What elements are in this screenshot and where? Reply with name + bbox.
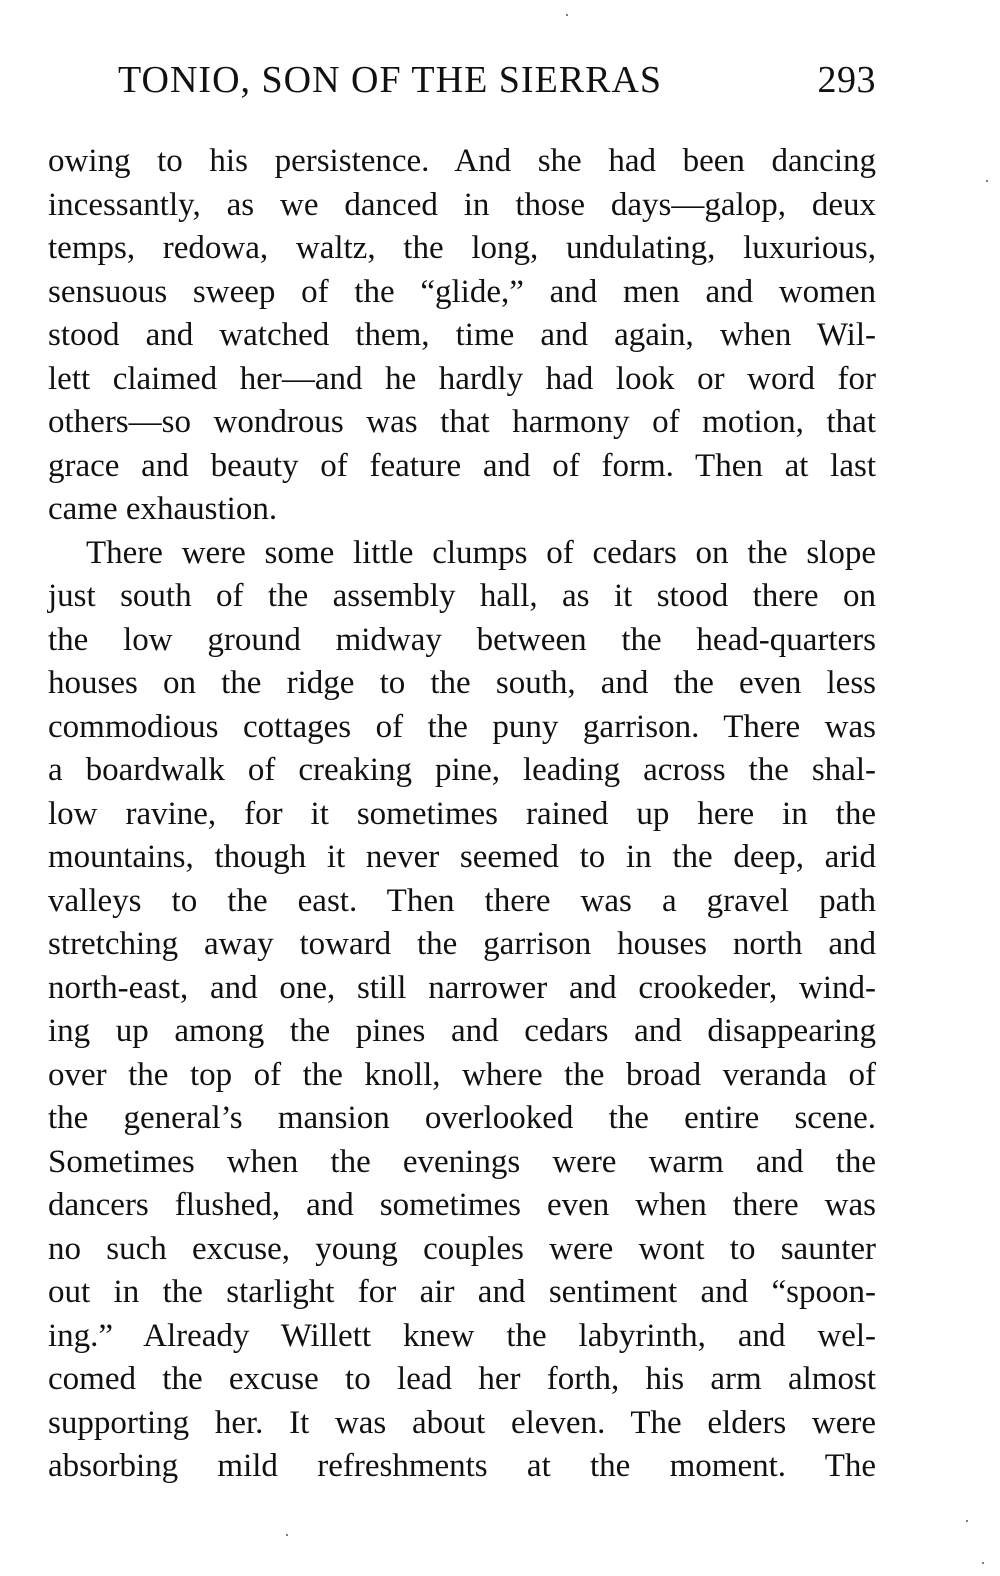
text-line: the low ground midway between the head-quarters [48,621,876,658]
text-line: a boardwalk of creaking pine, leading across the shal- [48,752,876,788]
text-line: owing to his persistence. And she had been dancing [48,143,876,179]
text-line: houses on the ridge to the south, and the even less [48,665,876,701]
text-line: temps, redowa, waltz, the long, undulating, luxurious, [48,230,876,266]
text-line: There were some little clumps of cedars on the slope [86,534,876,571]
text-line: the general’s mansion overlooked the entire scene. [48,1100,876,1136]
page-number: 293 [817,59,876,101]
text-line: out in the starlight for air and sentiment and “spoon- [48,1274,876,1310]
text-line: sensuous sweep of the “glide,” and men and women [48,273,876,310]
text-line: came exhaustion. [48,491,278,527]
text-line: mountains, though it never seemed to in the deep, arid [48,839,876,875]
text-line: no such excuse, young couples were wont to saunter [48,1230,876,1267]
text-line: Sometimes when the evenings were warm and the [48,1143,876,1180]
text-line: over the top of the knoll, where the broad veranda of [48,1056,876,1093]
text-line: dancers flushed, and sometimes even when there was [48,1187,876,1223]
text-line: others—so wondrous was that harmony of motion, that [48,404,876,440]
text-line: ing up among the pines and cedars and disappearing [48,1013,876,1049]
scan-speck [986,180,988,182]
text-line: supporting her. It was about eleven. The elders were [48,1404,876,1441]
text-line: stood and watched them, time and again, when Wil- [48,317,876,353]
scan-speck [982,1562,984,1564]
body-text [48,140,876,1489]
chapter-title: TONIO, SON OF THE SIERRAS [118,59,663,101]
text-line: low ravine, for it sometimes rained up here in the [48,795,876,832]
text-line: ing.” Already Willett knew the labyrinth, and wel- [48,1317,876,1354]
text-line: north-east, and one, still narrower and crookeder, wind- [48,969,876,1006]
text-line: absorbing mild refreshments at the moment. The [48,1448,876,1484]
text-line: valleys to the east. Then there was a gravel path [48,882,876,919]
text-line: comed the excuse to lead her forth, his arm almost [48,1361,876,1397]
text-line: commodious cottages of the puny garrison. There was [48,708,876,745]
text-line: incessantly, as we danced in those days—galop, deux [48,186,876,223]
text-line: just south of the assembly hall, as it stood there on [48,578,876,614]
text-line: grace and beauty of feature and of form. Then at last [48,447,876,484]
text-line: stretching away toward the garrison houses north and [48,926,876,962]
scan-speck [966,1520,968,1522]
scan-speck [566,14,568,16]
text-line: lett claimed her—and he hardly had look or word for [48,360,876,397]
running-head [118,58,876,104]
scan-speck [286,1534,288,1536]
